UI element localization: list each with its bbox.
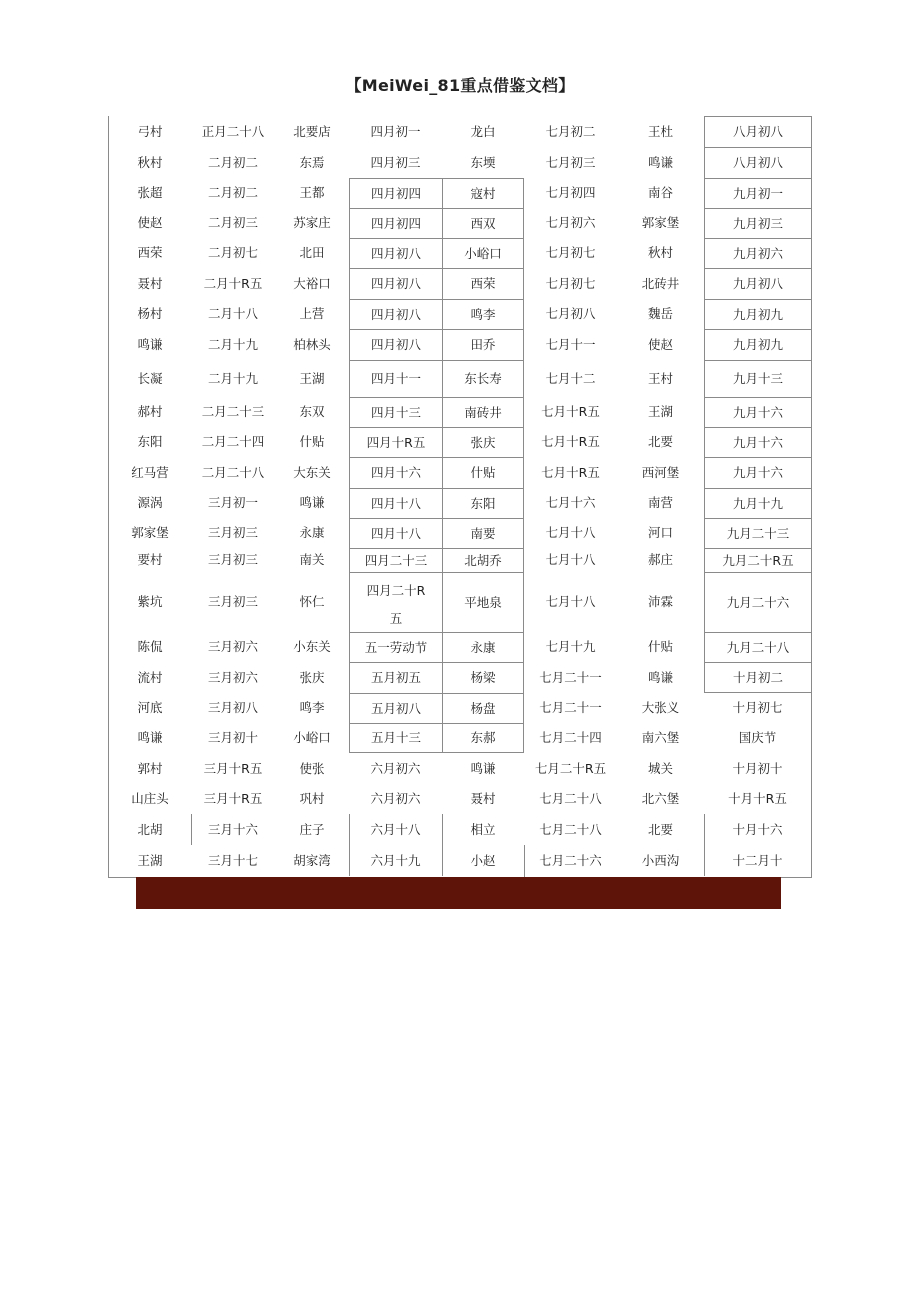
table-cell: 胡家湾 xyxy=(293,853,331,868)
table-cell: 七月初四 xyxy=(545,185,596,200)
table-cell: 七月二十八 xyxy=(539,791,602,806)
table-cell: 小赵 xyxy=(470,853,496,868)
table-cell: 正月二十八 xyxy=(201,123,265,139)
table-cell: 九月初八 xyxy=(704,268,811,299)
table-cell: 王村 xyxy=(647,370,673,386)
table-cell: 南要 xyxy=(442,518,524,548)
table-row xyxy=(109,548,811,572)
table-cell: 田乔 xyxy=(442,329,524,360)
table-cell: 二月二十四 xyxy=(201,434,265,449)
table-cell: 九月二十三 xyxy=(704,518,811,548)
table-cell: 张庆 xyxy=(442,427,524,457)
table-cell: 北砖井 xyxy=(641,275,680,291)
table-cell: 七月十八 xyxy=(545,594,596,609)
table-cell: 张庆 xyxy=(299,669,325,685)
table-cell: 张超 xyxy=(137,185,163,200)
table-cell: 九月初九 xyxy=(704,329,811,360)
table-cell: 三月十七 xyxy=(207,853,258,868)
table-cell: 庄子 xyxy=(299,821,325,837)
table-cell: 九月十六 xyxy=(704,427,811,457)
table-cell: 永康 xyxy=(442,632,524,662)
table-cell: 五一劳动节 xyxy=(349,632,442,662)
table-cell: 三月初一 xyxy=(207,495,258,510)
table-cell: 北六堡 xyxy=(641,791,680,806)
table-row xyxy=(109,299,811,329)
table-cell: 四月十一 xyxy=(349,360,442,397)
table-cell: 七月十一 xyxy=(545,336,596,352)
table-cell: 城关 xyxy=(647,760,673,776)
table-row xyxy=(109,178,811,208)
table-cell: 四月十三 xyxy=(349,397,442,427)
table-cell: 郭村 xyxy=(137,760,163,776)
table-cell: 四月初八 xyxy=(349,238,442,268)
table-cell: 王杜 xyxy=(647,123,673,139)
table-cell: 东阳 xyxy=(137,434,163,449)
table-cell: 三月初三 xyxy=(207,594,258,609)
table-cell: 小西沟 xyxy=(641,853,680,868)
table-cell: 鸣谦 xyxy=(647,154,673,170)
table-cell: 四月初四 xyxy=(349,178,442,208)
table-cell: 寇村 xyxy=(442,178,524,208)
table-cell: 什贴 xyxy=(442,457,524,488)
table-cell: 九月二十六 xyxy=(704,572,811,632)
table-cell: 三月初三 xyxy=(207,525,258,540)
table-cell: 山庄头 xyxy=(131,791,169,806)
table-cell: 四月初三 xyxy=(370,154,421,170)
table-row xyxy=(109,662,811,693)
table-cell: 十月初十 xyxy=(732,760,783,776)
table-cell: 大东关 xyxy=(293,464,331,480)
table-cell: 郭家堡 xyxy=(641,215,680,230)
table-cell: 鸣谦 xyxy=(299,495,325,510)
table-cell: 九月十六 xyxy=(704,397,811,427)
table-row xyxy=(109,572,811,632)
table-cell: 什贴 xyxy=(299,434,325,449)
table-cell: 南砖井 xyxy=(442,397,524,427)
table-cell: 聂村 xyxy=(470,791,496,806)
table-cell: 七月初二 xyxy=(545,123,596,139)
table-cell: 七月十R五 xyxy=(541,434,600,449)
table-cell: 王湖 xyxy=(647,404,673,419)
table-cell: 二月十九 xyxy=(207,336,258,352)
table-cell: 二月初二 xyxy=(207,154,258,170)
table-cell: 十月初二 xyxy=(704,662,811,693)
table-cell: 十二月十 xyxy=(732,853,783,868)
table-row xyxy=(109,784,811,814)
table-cell: 大张义 xyxy=(641,700,680,715)
table-row xyxy=(109,116,811,147)
table-cell: 四月十八 xyxy=(349,518,442,548)
table-cell: 郝庄 xyxy=(647,552,673,567)
table-cell: 小东关 xyxy=(293,639,331,654)
table-cell: 东长寿 xyxy=(442,360,524,397)
table-cell: 六月十八 xyxy=(370,821,421,837)
table-cell: 鸣谦 xyxy=(137,336,163,352)
table-row xyxy=(109,397,811,427)
table-cell: 平地泉 xyxy=(442,572,524,632)
table-cell: 十月十六 xyxy=(732,821,783,837)
table-cell: 七月十六 xyxy=(545,495,596,510)
table-row xyxy=(109,329,811,360)
calendar-table xyxy=(108,116,812,878)
table-cell: 七月十八 xyxy=(545,552,596,567)
table-row xyxy=(109,268,811,299)
cell-divider xyxy=(442,814,443,876)
table-cell: 七月初六 xyxy=(545,215,596,230)
table-cell: 七月十R五 xyxy=(541,404,600,419)
table-cell: 使赵 xyxy=(647,336,673,352)
table-cell: 西荣 xyxy=(137,245,163,260)
table-cell: 四月十R五 xyxy=(349,427,442,457)
table-cell: 苏家庄 xyxy=(293,215,331,230)
table-cell: 二月十R五 xyxy=(203,275,263,291)
table-cell: 东堧 xyxy=(470,154,496,170)
table-cell: 六月初六 xyxy=(370,791,421,806)
table-cell: 杨村 xyxy=(137,306,163,321)
table-cell: 红马营 xyxy=(131,464,169,480)
table-row xyxy=(109,488,811,518)
table-cell: 九月初九 xyxy=(704,299,811,329)
table-cell: 九月初三 xyxy=(704,208,811,238)
table-row xyxy=(109,238,811,268)
table-cell: 七月二十一 xyxy=(539,669,602,685)
table-cell: 北胡 xyxy=(137,821,163,837)
table-row xyxy=(109,427,811,457)
table-cell: 上营 xyxy=(299,306,325,321)
table-cell: 八月初八 xyxy=(704,147,811,178)
table-cell: 王湖 xyxy=(137,853,163,868)
table-cell: 七月初八 xyxy=(545,306,596,321)
table-cell: 东焉 xyxy=(299,154,325,170)
table-cell: 十月初七 xyxy=(732,700,783,715)
table-row xyxy=(109,723,811,753)
table-cell: 六月初六 xyxy=(370,760,421,776)
table-row xyxy=(109,147,811,178)
table-cell: 西荣 xyxy=(442,268,524,299)
table-cell: 七月初七 xyxy=(545,245,596,260)
table-cell: 三月初十 xyxy=(207,730,258,745)
table-cell: 七月二十六 xyxy=(539,853,602,868)
table-cell: 柏林头 xyxy=(293,336,331,352)
table-cell: 三月初三 xyxy=(207,552,258,567)
table-cell: 源涡 xyxy=(137,495,163,510)
table-cell: 三月十R五 xyxy=(203,791,263,806)
table-cell: 四月二十R 五 xyxy=(349,572,442,632)
table-cell: 紫坑 xyxy=(137,594,163,609)
table-row xyxy=(109,845,811,877)
table-cell: 九月二十八 xyxy=(704,632,811,662)
table-cell: 鸣谦 xyxy=(470,760,496,776)
table-cell: 小峪口 xyxy=(293,730,331,745)
table-cell: 南营 xyxy=(647,495,673,510)
table-cell: 王都 xyxy=(299,185,325,200)
table-cell: 二月初三 xyxy=(207,215,258,230)
table-cell: 使赵 xyxy=(137,215,163,230)
table-cell: 四月初八 xyxy=(349,299,442,329)
table-cell: 九月初一 xyxy=(704,178,811,208)
table-cell: 杨盘 xyxy=(442,693,524,723)
table-cell: 二月十八 xyxy=(207,306,258,321)
table-cell: 四月十八 xyxy=(349,488,442,518)
table-cell: 永康 xyxy=(299,525,325,540)
table-cell: 南关 xyxy=(299,552,325,567)
table-cell: 相立 xyxy=(470,821,496,837)
table-cell: 九月二十R五 xyxy=(704,548,811,572)
table-cell: 郭家堡 xyxy=(131,525,169,540)
table-cell: 东阳 xyxy=(442,488,524,518)
table-cell: 聂村 xyxy=(137,275,163,291)
table-cell: 三月十六 xyxy=(207,821,258,837)
table-cell: 什贴 xyxy=(647,639,673,654)
table-row xyxy=(109,693,811,723)
table-cell: 流村 xyxy=(137,669,163,685)
table-cell: 五月十三 xyxy=(349,723,442,753)
table-cell: 四月初四 xyxy=(349,208,442,238)
table-cell: 四月二十三 xyxy=(349,548,442,572)
footer-bar xyxy=(136,877,781,909)
table-cell: 鸣谦 xyxy=(137,730,163,745)
table-cell: 鸣李 xyxy=(299,700,325,715)
table-cell: 沛霖 xyxy=(647,594,673,609)
table-cell: 七月十R五 xyxy=(541,464,600,480)
table-row xyxy=(109,753,811,784)
table-cell: 二月二十八 xyxy=(201,464,265,480)
table-cell: 国庆节 xyxy=(738,730,777,745)
table-cell: 使张 xyxy=(299,760,325,776)
cell-divider xyxy=(524,845,525,877)
table-row xyxy=(109,208,811,238)
table-cell: 要村 xyxy=(137,552,163,567)
table-cell: 七月二十八 xyxy=(539,821,602,837)
table-cell: 四月十六 xyxy=(349,457,442,488)
table-cell: 七月二十R五 xyxy=(534,760,607,776)
table-cell: 九月十九 xyxy=(704,488,811,518)
table-cell: 东双 xyxy=(299,404,325,419)
table-cell: 长凝 xyxy=(137,370,163,386)
table-cell: 四月初八 xyxy=(349,329,442,360)
table-cell: 鸣谦 xyxy=(647,669,673,685)
table-cell: 东郝 xyxy=(442,723,524,753)
table-cell: 五月初八 xyxy=(349,693,442,723)
table-row xyxy=(109,457,811,488)
table-cell: 大裕口 xyxy=(293,275,331,291)
table-cell: 怀仁 xyxy=(299,594,325,609)
table-cell: 小峪口 xyxy=(442,238,524,268)
table-cell: 七月十八 xyxy=(545,525,596,540)
table-cell: 龙白 xyxy=(470,123,496,139)
table-cell: 郝村 xyxy=(137,404,163,419)
table-cell: 北胡乔 xyxy=(442,548,524,572)
table-cell: 北要 xyxy=(647,434,673,449)
table-cell: 秋村 xyxy=(137,154,163,170)
table-cell: 六月十九 xyxy=(370,853,421,868)
table-cell: 二月十九 xyxy=(207,370,258,386)
table-cell: 九月十六 xyxy=(704,457,811,488)
table-row xyxy=(109,360,811,397)
table-cell: 九月十三 xyxy=(704,360,811,397)
table-cell: 四月初八 xyxy=(349,268,442,299)
table-cell: 西双 xyxy=(442,208,524,238)
page-title: 【MeiWei_81重点借鉴文档】 xyxy=(345,76,575,95)
table-cell: 杨梁 xyxy=(442,662,524,693)
table-cell: 四月初一 xyxy=(370,123,421,139)
table-cell: 南谷 xyxy=(647,185,673,200)
table-cell: 西河堡 xyxy=(641,464,680,480)
table-cell: 河口 xyxy=(647,525,673,540)
table-row xyxy=(109,632,811,662)
table-cell: 北田 xyxy=(299,245,325,260)
table-cell: 魏岳 xyxy=(647,306,673,321)
cell-divider xyxy=(191,814,192,845)
table-cell: 王湖 xyxy=(299,370,325,386)
table-cell: 八月初八 xyxy=(704,116,811,147)
table-cell: 二月二十三 xyxy=(201,404,265,419)
table-cell: 北要 xyxy=(647,821,673,837)
table-cell: 七月初七 xyxy=(545,275,596,291)
table-row xyxy=(109,518,811,548)
cell-divider xyxy=(704,814,705,876)
table-cell: 七月十二 xyxy=(545,370,596,386)
table-cell: 三月十R五 xyxy=(203,760,263,776)
table-cell: 南六堡 xyxy=(641,730,680,745)
table-cell: 二月初七 xyxy=(207,245,258,260)
table-cell: 九月初六 xyxy=(704,238,811,268)
table-cell: 鸣李 xyxy=(442,299,524,329)
table-cell: 七月二十四 xyxy=(539,730,602,745)
table-cell: 七月二十一 xyxy=(539,700,602,715)
table-cell: 二月初二 xyxy=(207,185,258,200)
cell-divider xyxy=(349,814,350,876)
table-cell: 弓村 xyxy=(137,123,163,139)
table-cell: 七月初三 xyxy=(545,154,596,170)
table-cell: 秋村 xyxy=(647,245,673,260)
table-cell: 十月十R五 xyxy=(728,791,787,806)
table-cell: 三月初六 xyxy=(207,639,258,654)
table-cell: 三月初八 xyxy=(207,700,258,715)
table-cell: 巩村 xyxy=(299,791,325,806)
table-cell: 北要店 xyxy=(293,123,331,139)
table-row xyxy=(109,814,811,845)
table-cell: 三月初六 xyxy=(207,669,258,685)
table-cell: 七月十九 xyxy=(545,639,596,654)
table-cell: 五月初五 xyxy=(349,662,442,693)
table-cell: 陈侃 xyxy=(137,639,163,654)
table-cell: 河底 xyxy=(137,700,163,715)
